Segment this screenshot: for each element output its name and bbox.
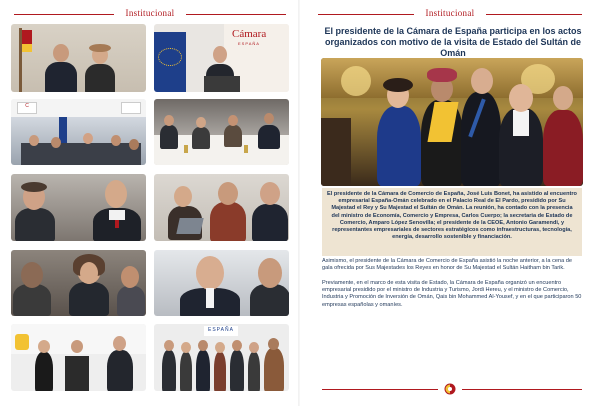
article-headline: El presidente de la Cámara de España participa en los actos organizados con motivo de la visita de Estado del Sultán de Omán (324, 26, 582, 58)
section-label: Institucional (425, 8, 475, 18)
camara-logo-icon (444, 383, 456, 395)
photo-conference-room: C (11, 99, 146, 165)
left-section-header (0, 8, 300, 20)
group-banner-text: ESPAÑA (208, 327, 234, 333)
podium-banner-sub: ESPAÑA (238, 41, 260, 46)
photo-dinner-tables (154, 99, 289, 165)
photo-men-conversation (11, 174, 146, 241)
footer-rule-right (462, 389, 582, 390)
photo-speaker-podium (154, 24, 289, 92)
photo-speakers-lectern (11, 324, 146, 391)
right-section-header (300, 8, 600, 20)
article-lead: El presidente de la Cámara de Comercio de España, José Luis Bonet, ha asistido al encuentro empresarial España-Omán celebrado en el Palacio Real de El Pardo, presidido por Su Majestad el Rey y Su Majestad el Sultán de Omán. La reunión, ha contado con la presencia del ministro de Economía, Comercio y Empresa, Carlos Cuerpo; la secretaria de Estado de Comercio, Amparo López Senovilla; el presidente de la CEOE, Antonio Garamendi, y representantes empresariales de sectores estratégicos como infraestructuras, tecnología, energía, desarrollo sostenible y financiación. (322, 188, 582, 256)
footer-rule-left (322, 389, 438, 390)
hero-photo-state-visit (321, 58, 583, 186)
photo-attendees-listening (11, 250, 146, 316)
photo-two-men-smiling (154, 250, 289, 316)
article-paragraph-1: Asimismo, el presidente de la Cámara de Comercio de España asistió la noche anterior, a la cena de gala ofrecida por Sus Majestades los Reyes en honor de Su Majestad el Sultán Haitham bin Tarik. (322, 258, 572, 272)
article-paragraph-2: Previamente, en el marco de esta visita de Estado, la Cámara de España organizó un encuentro empresarial presidido por el ministro de Industria y Turismo, Jordi Hereu, y el ministro de Comercio, Industria y Promoción de Inversión de Omán, Qais bin Mohammed Al-Yousef, y en el que participaron 50 empresas españolas y omaníes. (322, 280, 582, 308)
podium-banner-text: Cámara (232, 28, 267, 40)
section-label: Institucional (125, 8, 175, 18)
photo-laptop-meeting (154, 174, 289, 241)
photo-group (154, 324, 289, 391)
photo-officials-flags (11, 24, 146, 92)
